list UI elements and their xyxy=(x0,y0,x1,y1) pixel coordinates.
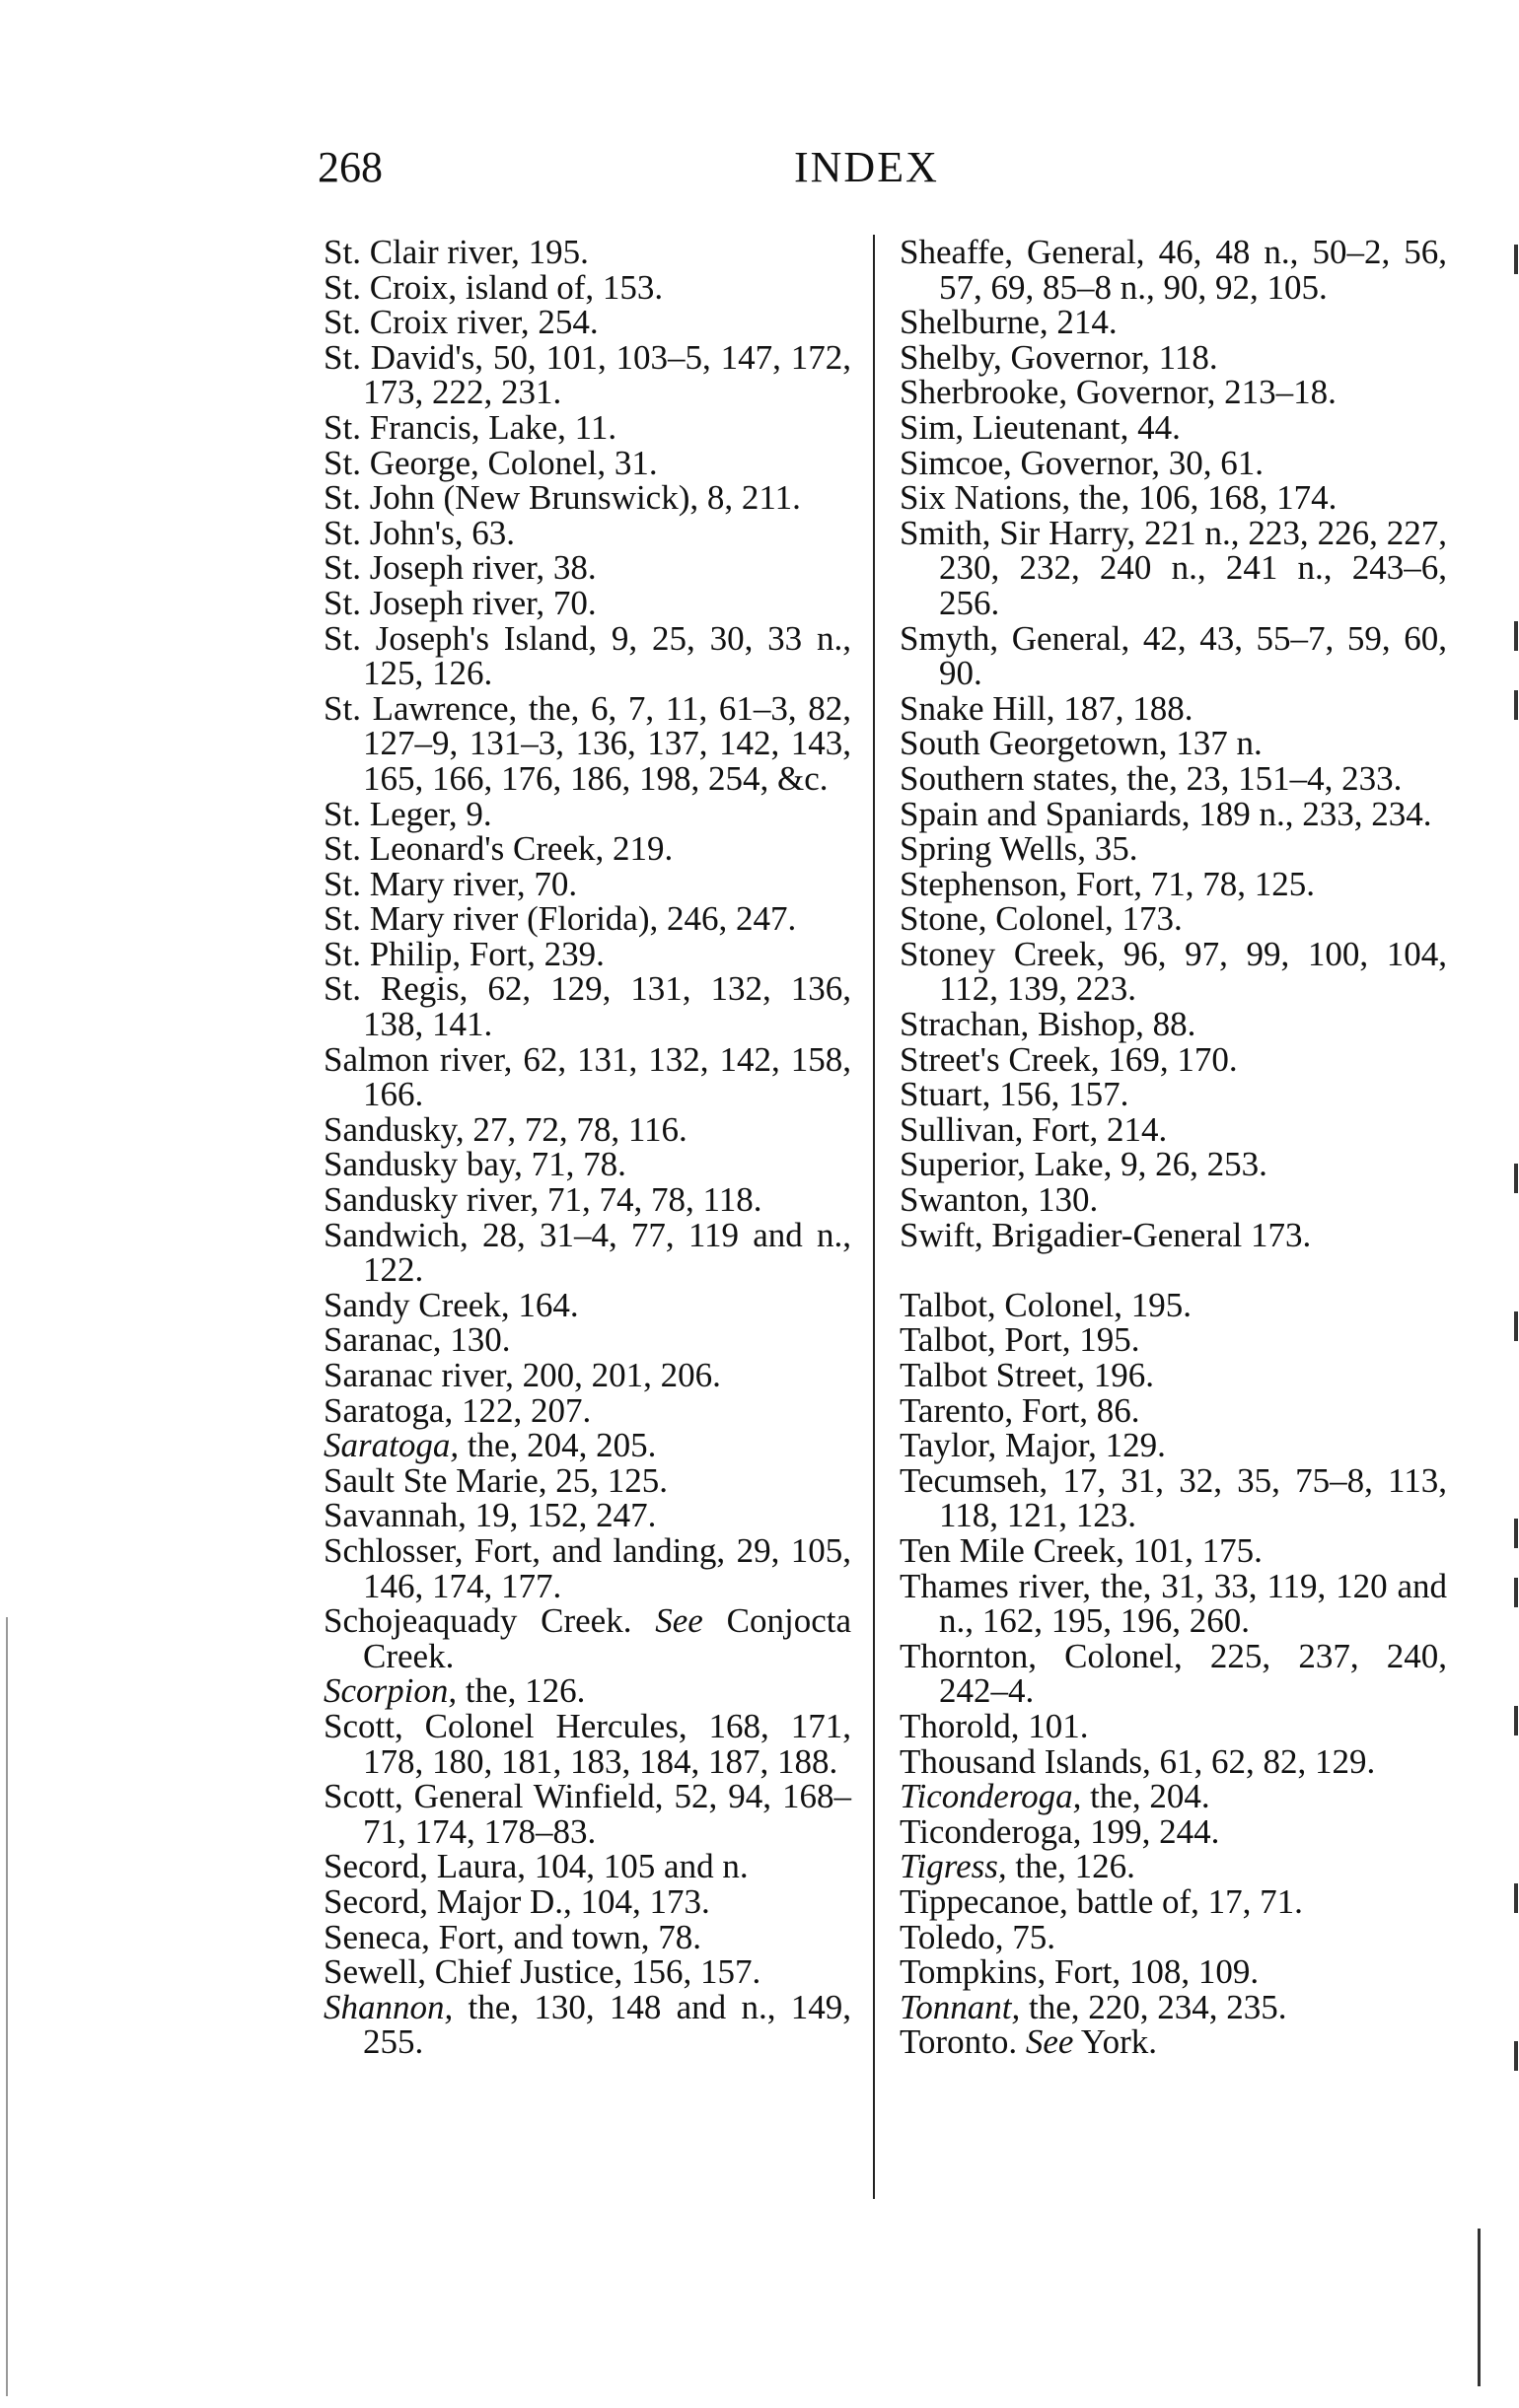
entry-text: Savannah, 19, 152, 247. xyxy=(324,1496,657,1535)
entry-text: Six Nations, the, 106, 168, 174. xyxy=(900,478,1338,518)
index-entry xyxy=(324,550,851,586)
index-entry xyxy=(324,1322,851,1358)
index-entry xyxy=(900,1007,1447,1042)
entry-text: the, 204, 205. xyxy=(459,1426,657,1465)
entry-text: Street's Creek, 169, 170. xyxy=(900,1039,1238,1079)
entry-text: Taylor, Major, 129. xyxy=(900,1426,1166,1465)
entry-text: Saratoga, 122, 207. xyxy=(324,1390,592,1430)
entry-text: Spring Wells, 35. xyxy=(900,829,1138,869)
entry-text: St. Leger, 9. xyxy=(324,794,492,833)
index-entry xyxy=(324,1182,851,1218)
index-entry xyxy=(324,688,851,798)
index-entry xyxy=(900,375,1447,410)
entry-text: Snake Hill, 187, 188. xyxy=(900,688,1194,728)
entry-text: Sim, Lieutenant, 44. xyxy=(900,407,1181,447)
entry-text: Secord, Laura, 104, 105 and n. xyxy=(324,1847,749,1886)
entry-text: Secord, Major D., 104, 173. xyxy=(324,1881,710,1921)
entry-text: St. Joseph's Island, 9, 25, 30, 33 n., 125, 126. xyxy=(324,618,851,693)
entry-text: St. Leonard's Creek, 219. xyxy=(324,829,674,869)
index-entry xyxy=(324,934,851,973)
entry-text: St. Croix, island of, 153. xyxy=(324,267,664,307)
entry-text: Sandusky, 27, 72, 78, 116. xyxy=(324,1109,687,1149)
entry-see-target: Conjocta Creek. xyxy=(363,1601,851,1675)
index-entry xyxy=(324,267,851,307)
entry-text: Thousand Islands, 61, 62, 82, 129. xyxy=(900,1741,1376,1781)
facing-page-edge-mark xyxy=(1514,1519,1518,1548)
index-entry xyxy=(900,337,1447,377)
entry-text: Tarento, Fort, 86. xyxy=(900,1390,1140,1430)
index-entry xyxy=(324,1987,851,2062)
facing-page-edge-mark xyxy=(1514,2041,1518,2071)
entry-text: Talbot Street, 196. xyxy=(900,1356,1155,1394)
index-entry xyxy=(900,1566,1447,1641)
index-entry xyxy=(900,513,1447,622)
index-entry xyxy=(324,337,851,412)
entry-text: St. Regis, 62, 129, 131, 132, 136, 138, 141. xyxy=(324,969,851,1044)
entry-text: Thorold, 101. xyxy=(900,1706,1089,1745)
index-entry xyxy=(900,1917,1447,1956)
entry-text: St. Joseph river, 38. xyxy=(324,548,597,588)
entry-text: St. Croix river, 254. xyxy=(324,303,599,342)
entry-text: Sewell, Chief Justice, 156, 157. xyxy=(324,1952,761,1992)
index-entry xyxy=(900,1109,1447,1149)
index-entry xyxy=(900,1811,1447,1851)
index-entry xyxy=(900,688,1447,728)
entry-text: Sandwich, 28, 31–4, 77, 119 and n., 122. xyxy=(324,1215,851,1290)
index-entry xyxy=(324,1460,851,1500)
page-title: INDEX xyxy=(794,143,939,191)
entry-text: St. John (New Brunswick), 8, 211. xyxy=(324,478,801,518)
index-entry xyxy=(324,583,851,622)
entry-text: Saranac river, 200, 201, 206. xyxy=(324,1356,721,1394)
index-entry xyxy=(324,305,851,340)
entry-ship-name: Tigress, xyxy=(900,1847,1007,1886)
index-entry xyxy=(324,969,851,1044)
index-entry xyxy=(900,1182,1447,1218)
entry-text: Spain and Spaniards, 189 n., 233, 234. xyxy=(900,794,1432,833)
entry-text: Shelburne, 214. xyxy=(900,303,1118,342)
index-entry xyxy=(900,1881,1447,1921)
index-entry xyxy=(900,1706,1447,1745)
index-entry xyxy=(900,407,1447,447)
entry-text: Salmon river, 62, 131, 132, 142, 158, 166. xyxy=(324,1039,851,1114)
entry-text: Schojeaquady Creek. xyxy=(324,1601,632,1641)
entry-text: Ticonderoga, 199, 244. xyxy=(900,1811,1220,1851)
index-entry xyxy=(324,1530,851,1605)
index-entry xyxy=(324,407,851,447)
index-column-left xyxy=(324,235,851,2060)
index-entry xyxy=(324,1039,851,1114)
facing-page-edge-mark xyxy=(1514,1706,1518,1735)
entry-ship-name: Shannon, xyxy=(324,1987,454,2026)
entry-text: Stoney Creek, 96, 97, 99, 100, 104, 112, 139, 223. xyxy=(900,934,1447,1009)
facing-page-edge-mark xyxy=(1514,1311,1518,1341)
entry-text: Talbot, Port, 195. xyxy=(900,1320,1140,1360)
entry-text: Saranac, 130. xyxy=(324,1320,511,1360)
entry-see-reference: See xyxy=(1025,2022,1074,2062)
entry-text: the, 220, 234, 235. xyxy=(1020,1987,1287,2026)
index-entry xyxy=(900,1779,1447,1814)
index-entry xyxy=(900,1741,1447,1781)
entry-text: Sheaffe, General, 46, 48 n., 50–2, 56, 57, 69, 85–8 n., 90, 92, 105. xyxy=(900,233,1447,307)
section-gap xyxy=(900,1252,1447,1288)
index-entry xyxy=(900,1987,1447,2026)
entry-text: Tompkins, Fort, 108, 109. xyxy=(900,1952,1260,1992)
index-entry xyxy=(324,1881,851,1921)
entry-text: Superior, Lake, 9, 26, 253. xyxy=(900,1145,1267,1184)
entry-text: Talbot, Colonel, 195. xyxy=(900,1285,1192,1324)
index-entry xyxy=(900,305,1447,340)
index-entry xyxy=(900,2024,1447,2060)
entry-text: Sandusky river, 71, 74, 78, 118. xyxy=(324,1180,762,1220)
index-entry xyxy=(900,1849,1447,1884)
index-entry xyxy=(324,1285,851,1324)
index-entry xyxy=(324,1390,851,1430)
index-entry xyxy=(900,1428,1447,1463)
entry-ship-name: Scorpion, xyxy=(324,1671,458,1711)
entry-text: St. Mary river, 70. xyxy=(324,864,578,903)
index-entry xyxy=(900,1322,1447,1358)
entry-text: Swanton, 130. xyxy=(900,1180,1099,1220)
entry-text: Smith, Sir Harry, 221 n., 223, 226, 227, 230, 232, 240 n., 241 n., 243–6, 256. xyxy=(900,513,1447,622)
entry-text: Southern states, the, 23, 151–4, 233. xyxy=(900,758,1403,798)
entry-text: Stuart, 156, 157. xyxy=(900,1075,1129,1114)
index-entry xyxy=(900,1390,1447,1430)
index-entry xyxy=(324,1779,851,1849)
entry-text: Ten Mile Creek, 101, 175. xyxy=(900,1530,1263,1570)
entry-text: Toledo, 75. xyxy=(900,1917,1055,1956)
index-entry xyxy=(324,901,851,937)
index-entry xyxy=(324,618,851,693)
page-number: 268 xyxy=(318,143,383,191)
entry-text: the, 204. xyxy=(1081,1777,1210,1816)
entry-ship-name: Tonnant, xyxy=(900,1987,1021,2026)
index-entry xyxy=(324,1603,851,1673)
index-entry xyxy=(900,1039,1447,1079)
entry-text: Simcoe, Governor, 30, 61. xyxy=(900,443,1264,482)
index-entry xyxy=(324,1109,851,1149)
index-entry xyxy=(900,480,1447,516)
entry-see-target: York. xyxy=(1073,2022,1158,2062)
entry-text: St. Philip, Fort, 239. xyxy=(324,934,605,973)
index-entry xyxy=(324,235,851,270)
index-entry xyxy=(324,864,851,903)
index-entry xyxy=(324,1706,851,1781)
index-entry xyxy=(900,235,1447,305)
index-entry xyxy=(900,1077,1447,1112)
entry-text: St. Joseph river, 70. xyxy=(324,583,597,622)
entry-text: St. John's, 63. xyxy=(324,513,515,552)
facing-page-edge-mark xyxy=(1514,621,1518,651)
index-column-right xyxy=(900,235,1447,2060)
entry-text: Sault Ste Marie, 25, 125. xyxy=(324,1460,668,1500)
index-entry xyxy=(900,1215,1447,1254)
index-entry xyxy=(324,513,851,552)
entry-text: the, 126. xyxy=(457,1671,586,1711)
entry-text: Sherbrooke, Governor, 213–18. xyxy=(900,373,1337,412)
index-entry xyxy=(324,1358,851,1393)
entry-text: Tecumseh, 17, 31, 32, 35, 75–8, 113, 118, 121, 123. xyxy=(900,1460,1447,1535)
index-entry xyxy=(900,1147,1447,1182)
index-entry xyxy=(900,618,1447,693)
index-entry xyxy=(900,901,1447,937)
index-entry xyxy=(324,1498,851,1533)
entry-text: the, 126. xyxy=(1006,1847,1135,1886)
index-entry xyxy=(324,1215,851,1290)
entry-text: Stone, Colonel, 173. xyxy=(900,899,1183,939)
entry-text: South Georgetown, 137 n. xyxy=(900,724,1263,763)
entry-text: Sandy Creek, 164. xyxy=(324,1285,579,1324)
index-entry xyxy=(324,480,851,516)
index-entry xyxy=(900,443,1447,482)
entry-text: St. Lawrence, the, 6, 7, 11, 61–3, 82, 127–9, 131–3, 136, 137, 142, 143, 165, 166, 176, 186, 198, 254, &c. xyxy=(324,688,851,798)
index-entry xyxy=(324,1428,851,1463)
facing-page-edge-mark xyxy=(1514,1164,1518,1193)
index-entry xyxy=(900,1954,1447,1990)
entry-text: St. Francis, Lake, 11. xyxy=(324,407,617,447)
column-divider xyxy=(873,235,875,2199)
index-entry xyxy=(900,1636,1447,1711)
index-entry xyxy=(900,831,1447,867)
index-entry xyxy=(324,443,851,482)
entry-text: St. Mary river (Florida), 246, 247. xyxy=(324,899,797,939)
index-entry xyxy=(324,1917,851,1956)
index-entry xyxy=(900,758,1447,798)
entry-text: Stephenson, Fort, 71, 78, 125. xyxy=(900,864,1315,903)
index-entry xyxy=(900,726,1447,761)
index-entry xyxy=(324,1147,851,1182)
entry-text: Schlosser, Fort, and landing, 29, 105, 146, 174, 177. xyxy=(324,1530,851,1605)
index-entry xyxy=(324,1849,851,1884)
entry-text: the, 130, 148 and n., 149, 255. xyxy=(363,1987,851,2062)
facing-page-edge-mark xyxy=(1514,245,1518,274)
entry-text: Swift, Brigadier-General 173. xyxy=(900,1215,1312,1254)
index-entry xyxy=(900,934,1447,1009)
facing-page-edge-mark xyxy=(1478,2229,1481,2386)
entry-text: Smyth, General, 42, 43, 55–7, 59, 60, 90. xyxy=(900,618,1447,693)
entry-text: St. David's, 50, 101, 103–5, 147, 172, 173, 222, 231. xyxy=(324,337,851,412)
index-entry xyxy=(900,794,1447,833)
index-entry xyxy=(324,1673,851,1709)
entry-text: St. George, Colonel, 31. xyxy=(324,443,658,482)
index-entry xyxy=(900,1285,1447,1324)
index-entry xyxy=(900,864,1447,903)
entry-text: Strachan, Bishop, 88. xyxy=(900,1005,1196,1044)
facing-page-edge-mark xyxy=(1514,690,1518,720)
entry-see-reference: See xyxy=(655,1601,703,1641)
entry-text: Scott, Colonel Hercules, 168, 171, 178, 180, 181, 183, 184, 187, 188. xyxy=(324,1706,851,1781)
entry-text: Thornton, Colonel, 225, 237, 240, 242–4. xyxy=(900,1636,1447,1711)
index-entry xyxy=(900,1358,1447,1393)
index-entry xyxy=(324,794,851,833)
entry-text: Thames river, the, 31, 33, 119, 120 and n., 162, 195, 196, 260. xyxy=(900,1566,1447,1641)
entry-text: Shelby, Governor, 118. xyxy=(900,337,1218,377)
index-entry xyxy=(900,1530,1447,1570)
index-entry xyxy=(324,1954,851,1990)
entry-text: Seneca, Fort, and town, 78. xyxy=(324,1917,701,1956)
entry-text: Tippecanoe, battle of, 17, 71. xyxy=(900,1881,1303,1921)
entry-ship-name: Saratoga, xyxy=(324,1426,460,1465)
entry-ship-name: Ticonderoga, xyxy=(900,1777,1082,1816)
entry-text: Toronto. xyxy=(900,2022,1018,2062)
entry-text: Scott, General Winfield, 52, 94, 168–71, 174, 178–83. xyxy=(324,1777,851,1851)
page-edge-line xyxy=(6,1617,8,2396)
entry-text: Sandusky bay, 71, 78. xyxy=(324,1145,626,1184)
entry-text: Sullivan, Fort, 214. xyxy=(900,1109,1168,1149)
facing-page-edge-mark xyxy=(1514,1578,1518,1607)
entry-text: St. Clair river, 195. xyxy=(324,233,589,271)
facing-page-edge-mark xyxy=(1514,1883,1518,1913)
index-entry xyxy=(324,831,851,867)
index-entry xyxy=(900,1460,1447,1535)
